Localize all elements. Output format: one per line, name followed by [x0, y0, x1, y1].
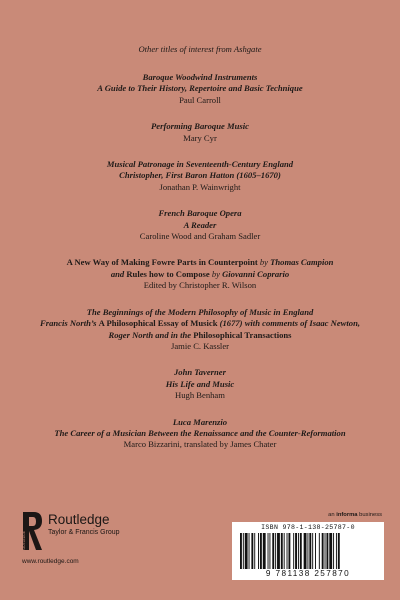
title-segment: Baroque Woodwind Instruments	[142, 72, 258, 82]
title-segment: Luca Marenzio	[172, 416, 228, 427]
barcode-bar	[319, 533, 320, 569]
barcode-bar	[281, 533, 283, 569]
barcode-bar	[298, 533, 299, 569]
title-segment: French Baroque Opera	[158, 208, 242, 219]
barcode-bar	[295, 533, 297, 569]
publisher-logo	[20, 510, 170, 570]
book-author: Marco Bizzarini, translated by James Chater	[123, 439, 277, 450]
barcode-bar	[307, 533, 308, 569]
barcode-bar	[260, 533, 262, 569]
barcode-box	[232, 522, 384, 580]
publisher-name: Routledge	[48, 512, 110, 527]
book-author: Jamie C. Kassler	[171, 340, 229, 351]
routledge-logo-icon	[20, 510, 44, 554]
barcode-bar	[240, 533, 242, 569]
book-entry	[0, 367, 400, 401]
title-segment: Performing Baroque Music	[151, 121, 249, 132]
barcode-bar	[251, 533, 253, 569]
barcode-bar	[272, 533, 274, 569]
logo-vertical-text: ROUTLEDGE	[22, 530, 26, 552]
title-segment: John Taverner	[174, 367, 226, 378]
book-entry	[0, 159, 400, 193]
list-header: Other titles of interest from Ashgate	[138, 44, 262, 54]
barcode-bar	[249, 533, 250, 569]
barcode-bar	[243, 533, 244, 569]
barcode-bar	[293, 533, 294, 569]
title-segment: (1677) with comments of Isaac Newton,	[217, 318, 360, 329]
barcode-bar	[300, 533, 302, 569]
title-segment: A New Way of Making Fowre Parts in Counterpoint	[66, 257, 260, 268]
barcode-bar	[287, 533, 288, 569]
barcode-bar	[245, 533, 248, 569]
book-title-line	[0, 428, 400, 439]
book-title-line	[0, 83, 400, 94]
book-author: Hugh Benham	[175, 390, 225, 401]
book-title-line	[0, 330, 400, 341]
title-segment: and	[110, 268, 127, 279]
barcode-bar	[268, 533, 269, 569]
barcode-bar	[329, 533, 332, 569]
book-author: Paul Carroll	[179, 94, 221, 105]
barcode-bar	[336, 533, 337, 569]
barcode-bar	[304, 533, 307, 569]
book-entry	[0, 121, 400, 144]
book-title-line	[0, 72, 400, 83]
informa-brand: informa	[336, 512, 358, 518]
book-title-line	[0, 170, 400, 181]
informa-business	[328, 512, 382, 518]
barcode-bar	[277, 533, 280, 569]
informa-suffix: business	[359, 512, 382, 518]
barcode-bar	[333, 533, 334, 569]
book-entry	[0, 417, 400, 451]
title-segment: The Beginnings of the Modern Philosophy of Music in England	[86, 306, 314, 317]
title-segment: Rules how to Compose	[126, 268, 212, 279]
informa-prefix: an	[328, 512, 335, 518]
book-title-line	[0, 379, 400, 390]
barcode-bar	[288, 533, 290, 569]
book-entry	[0, 307, 400, 353]
barcode-area	[232, 512, 384, 580]
book-title-line	[0, 269, 400, 280]
title-segment: Christopher, First Baron Hatton (1605–1670)	[119, 170, 281, 181]
title-segment: Musical Patronage in Seventeenth-Century England	[106, 159, 294, 170]
barcode-bar	[269, 533, 270, 569]
barcode-bar	[326, 533, 328, 569]
book-title-line	[0, 307, 400, 318]
book-title-line	[0, 257, 400, 268]
publisher-url: www.routledge.com	[22, 558, 79, 565]
book-author: Jonathan P. Wainwright	[159, 181, 241, 192]
barcode-bar	[315, 533, 316, 569]
book-title-line	[0, 208, 400, 219]
barcode-bar	[309, 533, 311, 569]
barcode-bar	[338, 533, 340, 569]
title-segment: A Guide to Their History, Repertoire and Basic Technique	[97, 83, 303, 94]
book-entry	[0, 257, 400, 291]
title-segment: Francis North’s	[40, 318, 99, 329]
title-segment: by	[259, 257, 268, 268]
title-segment: Roger North and in the	[108, 329, 194, 340]
barcode-bars	[236, 533, 380, 569]
book-title-line	[0, 367, 400, 378]
book-entry	[0, 72, 400, 106]
title-segment: Giovanni Coprario	[219, 268, 290, 279]
book-author: Mary Cyr	[183, 132, 217, 143]
title-segment: A Philosophical Essay of Musick	[98, 318, 218, 329]
barcode-bar	[322, 533, 324, 569]
book-author: Edited by Christopher R. Wilson	[143, 280, 257, 291]
barcode-bar	[275, 533, 276, 569]
barcode-bar	[263, 533, 266, 569]
barcode-bar	[254, 533, 255, 569]
book-title-line	[0, 159, 400, 170]
book-title-line	[0, 220, 400, 231]
publisher-subtitle: Taylor & Francis Group	[48, 529, 120, 536]
title-segment: The Career of a Musician Between the Renaissance and the Counter-Reformation	[54, 427, 346, 438]
book-entry	[0, 208, 400, 242]
title-segment: by	[211, 268, 220, 279]
title-segment: Thomas Campion	[267, 257, 334, 268]
title-segment: Philosophical Transactions	[193, 329, 292, 340]
title-segment: A Reader	[183, 219, 217, 230]
barcode-bar	[284, 533, 285, 569]
isbn-label: ISBN 978-1-138-25787-0	[261, 524, 355, 531]
book-list	[0, 44, 400, 466]
book-title-line	[0, 318, 400, 329]
barcode-bar	[258, 533, 259, 569]
title-segment: His Life and Music	[165, 378, 235, 389]
barcode-bar	[325, 533, 326, 569]
barcode-number: 9 781138 257870	[265, 569, 351, 578]
book-title-line	[0, 121, 400, 132]
book-title-line	[0, 417, 400, 428]
book-author: Caroline Wood and Graham Sadler	[139, 231, 261, 242]
books-container	[0, 72, 400, 451]
barcode-bar	[312, 533, 313, 569]
